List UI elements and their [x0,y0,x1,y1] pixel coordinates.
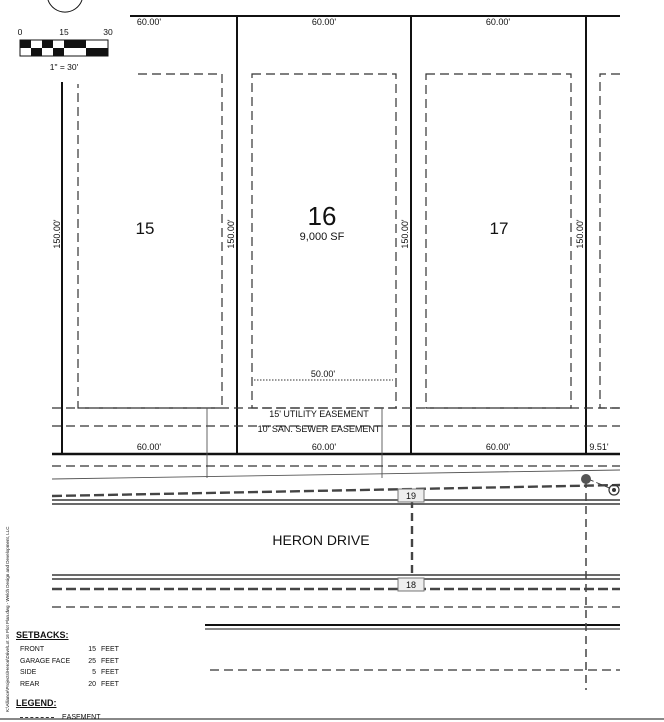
lot-15-rear-dimension: 60.00' [136,17,162,27]
lot-17-rear-dimension: 60.00' [485,17,511,27]
setback-unit: FEET [101,680,119,688]
setback-row [16,656,206,668]
setback-name: GARAGE FACE [20,657,71,665]
lot-15-depth-dimension: 150.00' [52,219,62,249]
lot-16-depth-dimension: 150.00' [226,219,236,249]
utility-easement-label: 15' UTILITY EASEMENT [269,409,369,419]
setback-name: REAR [20,680,40,688]
scale-tick-end: 30 [103,27,113,37]
setback-unit: FEET [101,657,119,665]
setback-value: 15 [88,646,96,654]
setback-row [16,679,206,691]
lot-17-front-dimension: 60.00' [485,442,511,452]
legend-title: LEGEND: [16,698,57,708]
setback-name: FRONT [20,646,45,654]
utility-pole-icon [581,474,591,484]
scale-ratio: 1" = 30' [49,62,79,72]
lot-15-front-dimension: 60.00' [136,442,162,452]
easement-line-symbol [20,717,54,718]
manhole-label: 19 [405,491,417,501]
lot-16-rear-dimension: 60.00' [311,17,337,27]
setback-unit: FEET [101,669,119,677]
setback-unit: FEET [101,646,119,654]
street-name: HERON DRIVE [272,532,370,548]
setback-value: 20 [88,680,96,688]
scale-bar [18,27,113,72]
partial-lot-front-dimension: 9.51' [589,442,609,452]
legend-item [16,712,206,722]
scale-tick-start: 0 [17,27,23,37]
lot-16-front-dimension: 60.00' [311,442,337,452]
lot-16-area: 9,000 SF [299,231,345,243]
setback-row [16,644,206,656]
setback-row [16,667,206,679]
legend-item-label: EASEMENT [62,713,101,721]
lot-15-number: 15 [135,219,155,238]
partial-lot-depth-dimension: 150.00' [575,219,585,249]
sewer-easement-label: 10' SAN. SEWER EASEMENT [257,424,381,434]
lot-16-number: 16 [307,201,337,231]
file-path-note: K:\Alliance\Projects\Heron\Drive\Lot 16 Plot Plan.dwg - Welch Design and Development, LLC [5,526,10,712]
setback-name: SIDE [20,669,37,677]
setback-value: 25 [88,657,96,665]
lot-17-depth-dimension: 150.00' [400,219,410,249]
building-width-dimension: 50.00' [310,369,336,379]
setbacks-and-legend [16,630,206,722]
scale-tick-mid: 15 [59,27,69,37]
manhole-label: 18 [405,580,417,590]
building-envelopes [78,74,620,408]
setbacks-title: SETBACKS: [16,630,69,640]
lot-17-number: 17 [489,219,509,238]
north-arrow-icon [48,0,82,12]
setback-value: 5 [92,669,96,677]
